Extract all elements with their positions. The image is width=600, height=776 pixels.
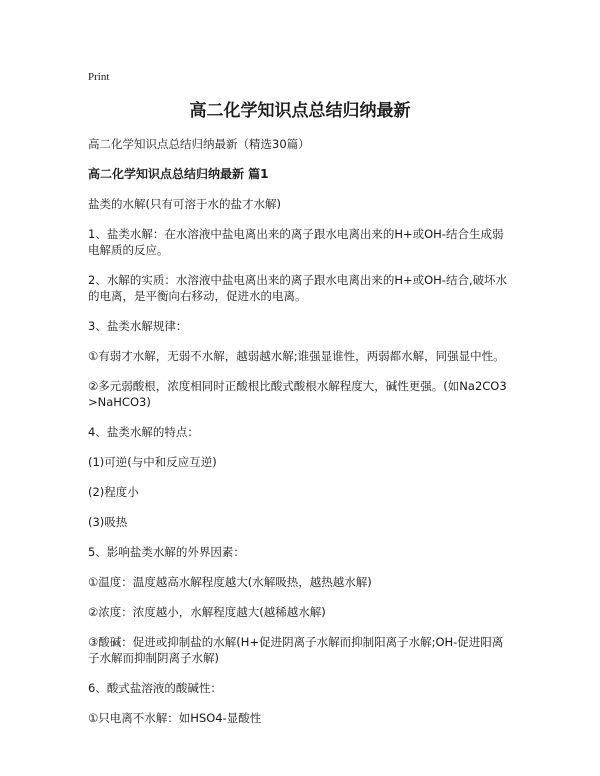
page-title: 高二化学知识点总结归纳最新 — [189, 101, 411, 121]
page-subtitle: 高二化学知识点总结归纳最新（精选30篇） — [88, 137, 310, 151]
paragraph-item-5: 5、影响盐类水解的外界因素： — [88, 545, 245, 559]
paragraph-factor-2: ②浓度：浓度越小，水解程度越大(越稀越水解) — [88, 605, 326, 619]
paragraph-feature-3: (3)吸热 — [88, 515, 128, 529]
paragraph-feature-2: (2)程度小 — [88, 485, 139, 499]
section-heading: 高二化学知识点总结归纳最新 篇1 — [88, 167, 269, 181]
paragraph-acid-salt-1: ①只电离不水解：如HSO4-显酸性 — [88, 711, 262, 725]
paragraph-item-6: 6、酸式盐溶液的酸碱性： — [88, 681, 222, 695]
paragraph-item-2: 2、水解的实质：水溶液中盐电离出来的离子跟水电离出来的H+或OH-结合,破坏水的电离，是平衡向右移动，促进水的电离。 — [88, 273, 508, 303]
paragraph-rule-2: ②多元弱酸根，浓度相同时正酸根比酸式酸根水解程度大，碱性更强。(如Na2CO3>NaHCO3) — [88, 379, 507, 409]
paragraph-factor-1: ①温度：温度越高水解程度越大(水解吸热，越热越水解) — [88, 575, 372, 589]
paragraph-factor-3: ③酸碱：促进或抑制盐的水解(H+促进阴离子水解而抑制阳离子水解;OH-促进阳离子水解而抑制阴离子水解) — [88, 635, 504, 665]
paragraph-rule-1: ①有弱才水解，无弱不水解，越弱越水解;谁强显谁性，两弱都水解，同强显中性。 — [88, 349, 505, 363]
paragraph-item-3: 3、盐类水解规律： — [88, 319, 188, 333]
paragraph-feature-1: (1)可逆(与中和反应互逆) — [88, 455, 217, 469]
paragraph-item-1: 1、盐类水解：在水溶液中盐电离出来的离子跟水电离出来的H+或OH-结合生成弱电解质的反应。 — [88, 227, 504, 257]
paragraph-item-4: 4、盐类水解的特点： — [88, 425, 199, 439]
paragraph-intro: 盐类的水解(只有可溶于水的盐才水解) — [88, 197, 281, 211]
print-link[interactable]: Print — [88, 71, 110, 83]
